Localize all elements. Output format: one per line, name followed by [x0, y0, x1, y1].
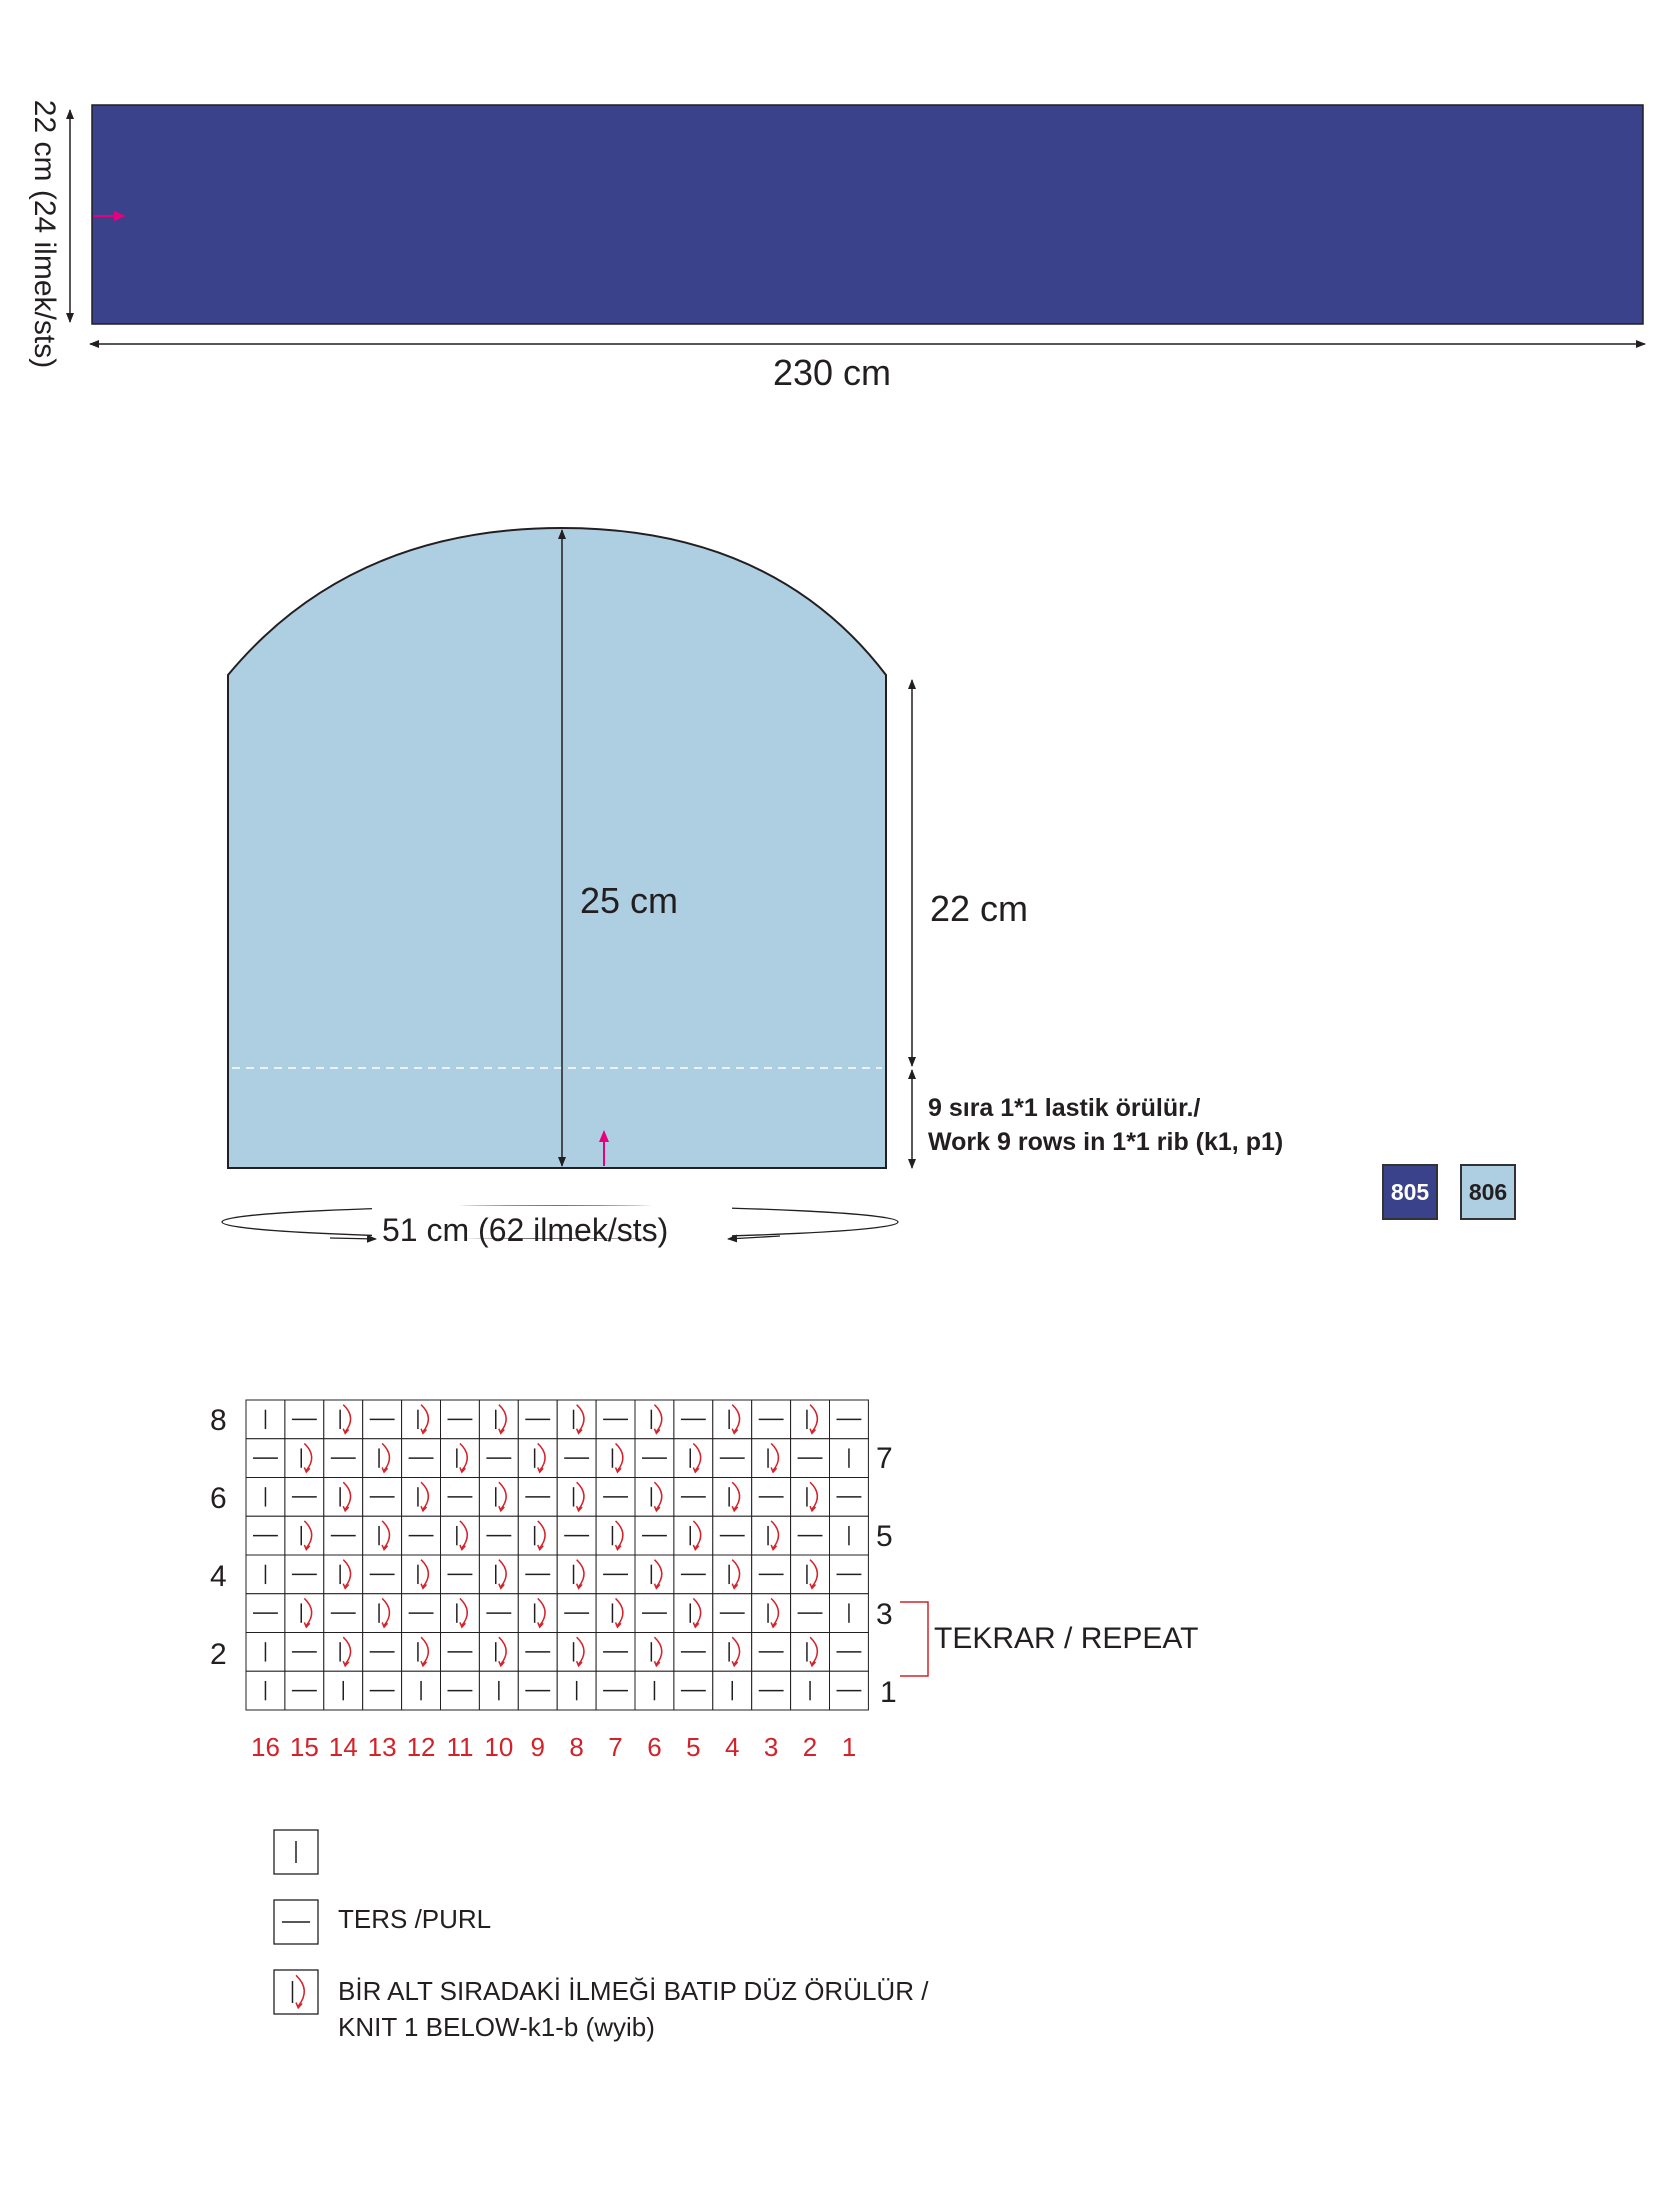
- chart-cell: [791, 1633, 830, 1672]
- chart-cell: [441, 1671, 480, 1710]
- chart-cell: [791, 1439, 830, 1478]
- chart-cell: [363, 1633, 402, 1672]
- chart-cell: [674, 1478, 713, 1517]
- chart-cell: [830, 1516, 869, 1555]
- chart-cell: [791, 1400, 830, 1439]
- chart-cell: [791, 1594, 830, 1633]
- hat-total-height-label: 25 cm: [580, 880, 679, 921]
- chart-cell: [518, 1439, 557, 1478]
- chart-cell: [479, 1555, 518, 1594]
- chart-cell: [324, 1400, 363, 1439]
- chart-cell: [402, 1555, 441, 1594]
- chart-cell: [791, 1516, 830, 1555]
- chart-row-number: 4: [210, 1560, 227, 1593]
- chart-cell: [402, 1594, 441, 1633]
- chart-cell: [674, 1439, 713, 1478]
- chart-cell: [752, 1633, 791, 1672]
- chart-cell: [518, 1516, 557, 1555]
- chart-cell: [246, 1400, 285, 1439]
- scarf-length-label: 230 cm: [772, 352, 892, 393]
- chart-cell: [557, 1633, 596, 1672]
- circumference-arrow-left: [330, 1238, 376, 1239]
- chart-cell: [479, 1516, 518, 1555]
- chart-cell: [363, 1516, 402, 1555]
- chart-cell: [713, 1439, 752, 1478]
- chart-column-number: 8: [569, 1732, 584, 1762]
- chart-cell: [441, 1594, 480, 1633]
- chart-cell: [285, 1671, 324, 1710]
- chart-column-number: 11: [446, 1732, 474, 1762]
- chart-cell: [246, 1671, 285, 1710]
- legend-text-knit-below-en: KNIT 1 BELOW-k1-b (wyib): [338, 2012, 655, 2042]
- chart-cell: [285, 1400, 324, 1439]
- chart-row-number: 5: [876, 1520, 893, 1553]
- chart-cell: [635, 1633, 674, 1672]
- chart-cell: [674, 1516, 713, 1555]
- chart-cell: [441, 1439, 480, 1478]
- chart-cell: [635, 1439, 674, 1478]
- chart-cell: [479, 1594, 518, 1633]
- chart-cell: [752, 1478, 791, 1517]
- chart-cell: [285, 1555, 324, 1594]
- chart-row-number: 8: [210, 1404, 227, 1437]
- chart-cell: [674, 1555, 713, 1594]
- chart-cell: [441, 1400, 480, 1439]
- chart-cell: [830, 1633, 869, 1672]
- chart-column-number: 14: [328, 1732, 358, 1762]
- chart-cell: [635, 1555, 674, 1594]
- rib-note-tr: 9 sıra 1*1 lastik örülür./: [928, 1094, 1201, 1122]
- chart-cell: [674, 1400, 713, 1439]
- chart-cell: [246, 1516, 285, 1555]
- chart-cell: [441, 1555, 480, 1594]
- circumference-arrow-right: [728, 1236, 780, 1239]
- chart-cell: [557, 1594, 596, 1633]
- chart-column-number: 5: [686, 1732, 701, 1762]
- chart-cell: [713, 1516, 752, 1555]
- repeat-label: TEKRAR / REPEAT: [934, 1622, 1199, 1655]
- chart-cell: [402, 1478, 441, 1517]
- chart-cell: [363, 1478, 402, 1517]
- legend-text-knit-below: BİR ALT SIRADAKİ İLMEĞİ BATIP DÜZ ÖRÜLÜR /: [338, 1976, 929, 2006]
- chart-cell: [518, 1633, 557, 1672]
- chart-cell: [713, 1478, 752, 1517]
- chart-cell: [596, 1671, 635, 1710]
- chart-cell: [479, 1633, 518, 1672]
- chart-cell: [713, 1633, 752, 1672]
- chart-column-number: 4: [725, 1732, 740, 1762]
- chart-row-number: 1: [880, 1676, 897, 1709]
- chart-column-number: 16: [250, 1732, 280, 1762]
- chart-cell: [674, 1594, 713, 1633]
- chart-cell: [324, 1516, 363, 1555]
- chart-cell: [713, 1555, 752, 1594]
- swatch-code: 806: [1468, 1178, 1508, 1205]
- chart-cell: [441, 1516, 480, 1555]
- chart-cell: [518, 1594, 557, 1633]
- chart-row-number: 2: [210, 1638, 227, 1671]
- chart-cell: [518, 1555, 557, 1594]
- chart-cell: [674, 1671, 713, 1710]
- chart-cell: [596, 1439, 635, 1478]
- chart-cell: [518, 1478, 557, 1517]
- chart-cell: [246, 1555, 285, 1594]
- chart-cell: [285, 1516, 324, 1555]
- chart-cell: [518, 1400, 557, 1439]
- chart-cell: [441, 1478, 480, 1517]
- chart-cell: [363, 1439, 402, 1478]
- chart-cell: [246, 1594, 285, 1633]
- chart-cell: [713, 1594, 752, 1633]
- chart-column-number: 3: [763, 1732, 779, 1762]
- chart-cell: [479, 1478, 518, 1517]
- legend-text-purl: TERS /PURL: [338, 1904, 492, 1934]
- chart-cell: [596, 1516, 635, 1555]
- chart-column-number: 2: [802, 1732, 818, 1762]
- chart-cell: [752, 1555, 791, 1594]
- legend-symbol-p: [274, 1900, 318, 1944]
- chart-cell: [246, 1439, 285, 1478]
- chart-cell: [246, 1633, 285, 1672]
- chart-cell: [674, 1633, 713, 1672]
- chart-cell: [830, 1594, 869, 1633]
- hat-body-height-label: 22 cm: [930, 888, 1029, 929]
- chart-cell: [596, 1478, 635, 1517]
- chart-cell: [402, 1671, 441, 1710]
- chart-cell: [324, 1594, 363, 1633]
- chart-cell: [441, 1633, 480, 1672]
- chart-cell: [713, 1400, 752, 1439]
- chart-cell: [752, 1594, 791, 1633]
- hat-shape: [228, 528, 886, 1168]
- chart-cell: [635, 1400, 674, 1439]
- chart-row-number: 6: [210, 1482, 227, 1515]
- chart-cell: [830, 1439, 869, 1478]
- chart-cell: [557, 1439, 596, 1478]
- chart-cell: [752, 1400, 791, 1439]
- legend-symbol-b: [274, 1970, 318, 2014]
- chart-cell: [518, 1671, 557, 1710]
- swatch-code: 805: [1390, 1178, 1430, 1205]
- chart-cell: [324, 1478, 363, 1517]
- chart-cell: [402, 1516, 441, 1555]
- chart-cell: [285, 1478, 324, 1517]
- scarf-height-label: 22 cm (24 ilmek/sts): [28, 99, 61, 369]
- chart-cell: [635, 1516, 674, 1555]
- chart-column-number: 15: [289, 1732, 319, 1762]
- chart-cell: [285, 1633, 324, 1672]
- chart-column-number: 10: [484, 1732, 514, 1762]
- chart-cell: [479, 1671, 518, 1710]
- color-swatch-805: [1382, 1164, 1438, 1220]
- chart-cell: [830, 1671, 869, 1710]
- chart-cell: [324, 1671, 363, 1710]
- chart-cell: [557, 1400, 596, 1439]
- chart-cell: [752, 1439, 791, 1478]
- chart-column-number: 6: [647, 1732, 662, 1762]
- chart-cell: [363, 1671, 402, 1710]
- chart-cell: [557, 1478, 596, 1517]
- chart-cell: [479, 1439, 518, 1478]
- chart-cell: [324, 1633, 363, 1672]
- chart-cell: [285, 1594, 324, 1633]
- chart-cell: [791, 1555, 830, 1594]
- stitch-chart-grid: [246, 1400, 868, 1710]
- chart-cell: [791, 1671, 830, 1710]
- color-swatch-806: [1460, 1164, 1516, 1220]
- scarf-rectangle: [92, 105, 1643, 324]
- chart-column-number: 9: [530, 1732, 545, 1762]
- chart-cell: [324, 1555, 363, 1594]
- chart-cell: [246, 1478, 285, 1517]
- chart-cell: [635, 1594, 674, 1633]
- chart-cell: [363, 1400, 402, 1439]
- hat-circumference-label: 51 cm (62 ilmek/sts): [382, 1212, 669, 1248]
- chart-row-number: 3: [876, 1598, 893, 1631]
- chart-cell: [557, 1555, 596, 1594]
- chart-cell: [402, 1633, 441, 1672]
- chart-cell: [830, 1478, 869, 1517]
- chart-cell: [713, 1671, 752, 1710]
- chart-cell: [830, 1555, 869, 1594]
- chart-cell: [402, 1439, 441, 1478]
- chart-cell: [479, 1400, 518, 1439]
- rib-note-en: Work 9 rows in 1*1 rib (k1, p1): [928, 1128, 1284, 1156]
- chart-cell: [557, 1671, 596, 1710]
- chart-cell: [752, 1671, 791, 1710]
- chart-cell: [363, 1555, 402, 1594]
- chart-cell: [285, 1439, 324, 1478]
- chart-cell: [324, 1439, 363, 1478]
- chart-cell: [557, 1516, 596, 1555]
- chart-cell: [596, 1555, 635, 1594]
- chart-column-number: 1: [841, 1732, 857, 1762]
- repeat-bracket: [900, 1602, 928, 1676]
- legend-symbol-k: [274, 1830, 318, 1874]
- chart-column-number: 12: [406, 1732, 436, 1762]
- chart-column-number: 13: [367, 1732, 397, 1762]
- chart-cell: [635, 1671, 674, 1710]
- chart-row-number: 7: [876, 1442, 893, 1475]
- chart-cell: [830, 1400, 869, 1439]
- legend-symbols: [274, 1830, 318, 2014]
- chart-cell: [635, 1478, 674, 1517]
- chart-cell: [363, 1594, 402, 1633]
- chart-cell: [596, 1400, 635, 1439]
- chart-cell: [791, 1478, 830, 1517]
- chart-cell: [596, 1594, 635, 1633]
- chart-cell: [752, 1516, 791, 1555]
- chart-cell: [596, 1633, 635, 1672]
- chart-cell: [402, 1400, 441, 1439]
- chart-column-number: 7: [608, 1732, 623, 1762]
